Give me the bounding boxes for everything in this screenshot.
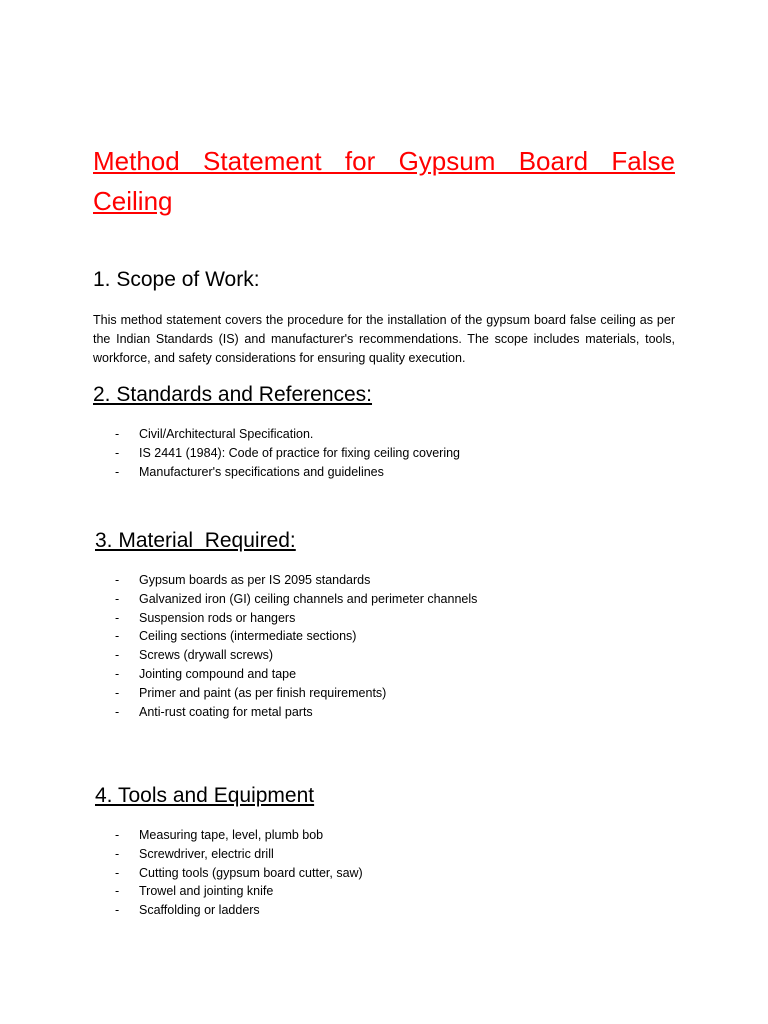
list-item: - Scaffolding or ladders bbox=[93, 901, 363, 920]
list-item: - Cutting tools (gypsum board cutter, saw) bbox=[93, 864, 363, 883]
list-item: - Jointing compound and tape bbox=[93, 665, 477, 684]
list-item: - Screws (drywall screws) bbox=[93, 646, 477, 665]
list-item: - Measuring tape, level, plumb bob bbox=[93, 826, 363, 845]
dash-bullet: - bbox=[115, 903, 120, 918]
section-heading-tools: 4. Tools and Equipment bbox=[95, 784, 315, 807]
list-item: - Screwdriver, electric drill bbox=[93, 845, 363, 864]
dash-bullet: - bbox=[115, 445, 120, 460]
dash-bullet: - bbox=[115, 591, 120, 606]
dash-bullet: - bbox=[115, 464, 120, 479]
list-item: - Galvanized iron (GI) ceiling channels and perimeter channels bbox=[93, 590, 477, 609]
materials-list bbox=[93, 571, 477, 721]
dash-bullet: - bbox=[115, 846, 120, 861]
document-title: Method Statement for Gypsum Board False Ceiling bbox=[93, 146, 675, 216]
list-item: - Gypsum boards as per IS 2095 standards bbox=[93, 571, 477, 590]
dash-bullet: - bbox=[115, 865, 120, 880]
list-item: - Trowel and jointing knife bbox=[93, 882, 363, 901]
dash-bullet: - bbox=[115, 573, 120, 587]
tools-list bbox=[93, 826, 363, 920]
dash-bullet: - bbox=[115, 648, 120, 663]
section-heading-scope: 1. Scope of Work: bbox=[93, 268, 260, 291]
list-item: - Primer and paint (as per finish requirements) bbox=[93, 684, 477, 703]
list-item: - IS 2441 (1984): Code of practice for fixing ceiling covering bbox=[93, 444, 460, 463]
list-item: - Manufacturer's specifications and guidelines bbox=[93, 463, 460, 482]
dash-bullet: - bbox=[115, 629, 120, 644]
list-item: - Ceiling sections (intermediate sections) bbox=[93, 627, 477, 646]
dash-bullet: - bbox=[115, 610, 120, 625]
dash-bullet: - bbox=[115, 427, 120, 441]
list-item: - Anti-rust coating for metal parts bbox=[93, 703, 477, 722]
section-heading-standards: 2. Standards and References: bbox=[93, 383, 373, 406]
list-item: - Suspension rods or hangers bbox=[93, 609, 477, 628]
standards-list bbox=[93, 425, 460, 481]
dash-bullet: - bbox=[115, 666, 120, 681]
dash-bullet: - bbox=[115, 685, 120, 700]
dash-bullet: - bbox=[115, 884, 120, 899]
dash-bullet: - bbox=[115, 828, 120, 842]
list-item: - Civil/Architectural Specification. bbox=[93, 425, 460, 444]
dash-bullet: - bbox=[115, 704, 120, 719]
scope-paragraph: This method statement covers the procedure for the installation of the gypsum board false ceiling as per the Indian Standards (IS) and manufacturer's recommendations. The scope includes materials, tools, workforce, and safety considerations for ensuring quality execution. bbox=[93, 313, 675, 365]
section-heading-materials: 3. Material Required: bbox=[95, 529, 296, 552]
